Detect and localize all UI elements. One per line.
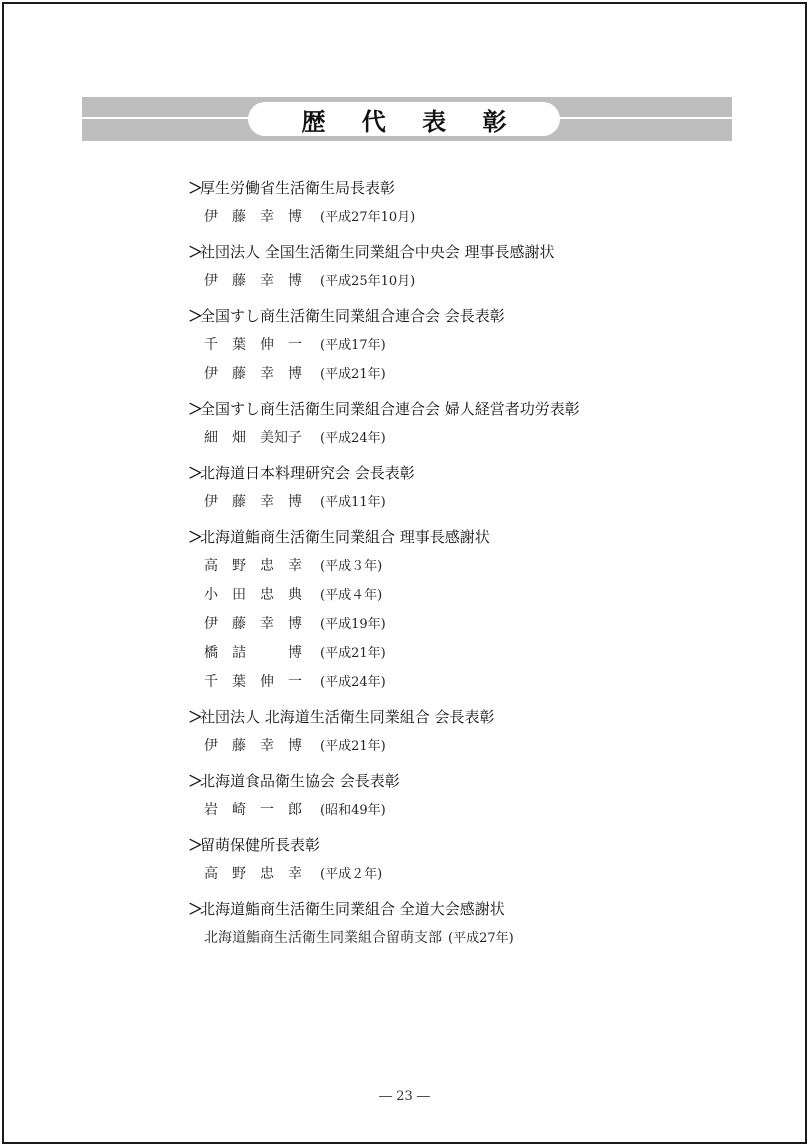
- recipient-name: 伊 藤 幸 博: [204, 273, 302, 289]
- title-pill: [248, 102, 560, 136]
- arrow-icon: ＞: [188, 836, 204, 854]
- award-section: [188, 302, 748, 389]
- award-title-text: 社団法人 全国生活衛生同業組合中央会 理事長感謝状: [200, 243, 555, 261]
- page-number: ― 23 ―: [379, 1089, 430, 1104]
- award-title-text: 北海道鮨商生活衛生同業組合 理事長感謝状: [200, 528, 490, 546]
- arrow-icon: ＞: [188, 400, 204, 418]
- arrow-icon: ＞: [188, 464, 204, 482]
- award-title: [188, 302, 748, 331]
- award-date: (平成４年): [320, 588, 383, 603]
- recipient-name: 伊 藤 幸 博: [204, 616, 302, 632]
- recipient-row: [188, 581, 748, 610]
- recipient-name: 橋 詰 博: [204, 645, 302, 661]
- award-date: (平成27年): [448, 931, 514, 946]
- awards-list: [188, 174, 748, 959]
- recipient-row: [188, 552, 748, 581]
- award-section: [188, 238, 748, 296]
- recipient-row: [188, 267, 748, 296]
- award-section: [188, 895, 748, 953]
- award-title: [188, 703, 748, 732]
- award-title-text: 社団法人 北海道生活衛生同業組合 会長表彰: [200, 708, 495, 726]
- award-date: (平成21年): [320, 739, 386, 754]
- recipient-row: [188, 639, 748, 668]
- recipient-row: [188, 732, 748, 761]
- recipient-row: [188, 924, 748, 953]
- arrow-icon: ＞: [188, 307, 204, 325]
- arrow-icon: ＞: [188, 243, 204, 261]
- award-date: (平成11年): [320, 495, 386, 510]
- award-date: (平成21年): [320, 646, 386, 661]
- arrow-icon: ＞: [188, 179, 204, 197]
- award-title-text: 北海道鮨商生活衛生同業組合 全道大会感謝状: [200, 900, 505, 918]
- document-page: [2, 2, 807, 1144]
- recipient-row: [188, 424, 748, 453]
- arrow-icon: ＞: [188, 708, 204, 726]
- award-date: (昭和49年): [320, 803, 386, 818]
- award-date: (平成17年): [320, 338, 386, 353]
- award-title: [188, 767, 748, 796]
- award-date: (平成27年10月): [320, 210, 416, 225]
- award-date: (平成３年): [320, 559, 383, 574]
- award-section: [188, 767, 748, 825]
- recipient-name: 細 畑 美知子: [204, 430, 302, 446]
- award-title: [188, 395, 748, 424]
- award-section: [188, 831, 748, 889]
- recipient-row: [188, 203, 748, 232]
- award-section: [188, 174, 748, 232]
- recipient-row: [188, 610, 748, 639]
- award-title-text: 北海道食品衛生協会 会長表彰: [200, 772, 400, 790]
- award-title: [188, 523, 748, 552]
- award-date: (平成２年): [320, 867, 383, 882]
- award-section: [188, 395, 748, 453]
- award-title: [188, 238, 748, 267]
- award-title-text: 厚生労働省生活衛生局長表彰: [200, 179, 396, 197]
- award-title-text: 留萌保健所長表彰: [200, 836, 321, 854]
- award-title: [188, 895, 748, 924]
- award-title: [188, 831, 748, 860]
- recipient-row: [188, 331, 748, 360]
- award-title-text: 北海道日本料理研究会 会長表彰: [200, 464, 415, 482]
- award-section: [188, 703, 748, 761]
- award-title-text: 全国すし商生活衛生同業組合連合会 会長表彰: [200, 307, 505, 325]
- arrow-icon: ＞: [188, 900, 204, 918]
- recipient-name: 伊 藤 幸 博: [204, 366, 302, 382]
- recipient-row: [188, 860, 748, 889]
- recipient-name: 伊 藤 幸 博: [204, 209, 302, 225]
- recipient-name: 高 野 忠 幸: [204, 866, 302, 882]
- recipient-row: [188, 796, 748, 825]
- recipient-name: 高 野 忠 幸: [204, 558, 302, 574]
- recipient-name: 千 葉 伸 一: [204, 674, 302, 690]
- recipient-name: 小 田 忠 典: [204, 587, 302, 603]
- award-title: [188, 459, 748, 488]
- award-title: [188, 174, 748, 203]
- title-banner: [82, 97, 732, 141]
- recipient-name: 岩 崎 一 郎: [204, 802, 302, 818]
- award-date: (平成21年): [320, 367, 386, 382]
- recipient-name: 伊 藤 幸 博: [204, 738, 302, 754]
- award-date: (平成24年): [320, 431, 386, 446]
- recipient-row: [188, 488, 748, 517]
- award-date: (平成24年): [320, 675, 386, 690]
- arrow-icon: ＞: [188, 772, 204, 790]
- award-section: [188, 523, 748, 697]
- award-date: (平成25年10月): [320, 274, 416, 289]
- arrow-icon: ＞: [188, 528, 204, 546]
- page-title: 歴 代 表 彰: [301, 107, 521, 136]
- recipient-name: 北海道鮨商生活衛生同業組合留萌支部: [204, 930, 442, 946]
- award-date: (平成19年): [320, 617, 386, 632]
- recipient-row: [188, 668, 748, 697]
- recipient-row: [188, 360, 748, 389]
- recipient-name: 伊 藤 幸 博: [204, 494, 302, 510]
- award-section: [188, 459, 748, 517]
- award-title-text: 全国すし商生活衛生同業組合連合会 婦人経営者功労表彰: [200, 400, 580, 418]
- recipient-name: 千 葉 伸 一: [204, 337, 302, 353]
